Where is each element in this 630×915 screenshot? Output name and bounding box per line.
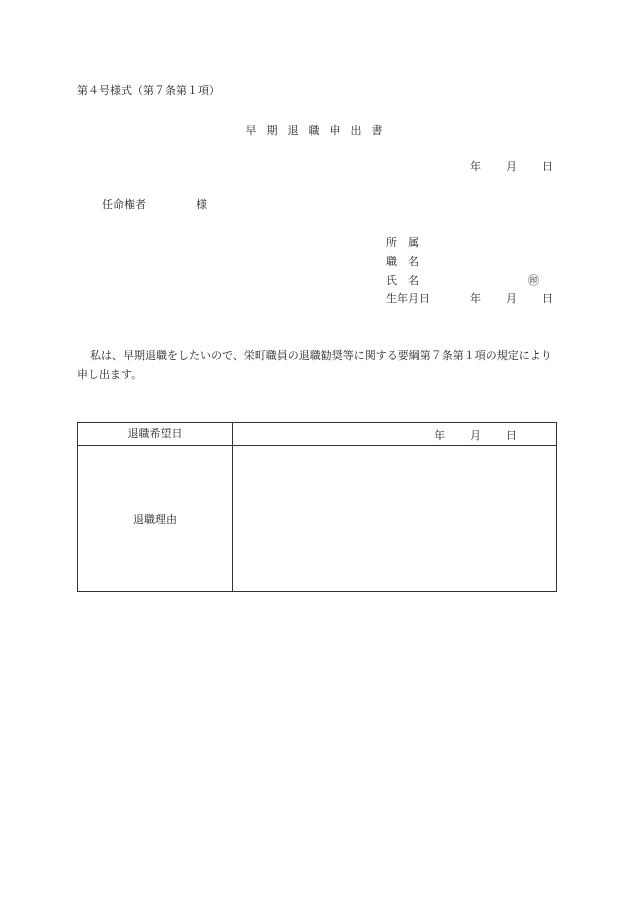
dob-year: 年 (470, 292, 481, 305)
dob-day: 日 (542, 292, 553, 305)
desired-retirement-date-label: 退職希望日 (127, 427, 183, 440)
seal-mark: ㊞ (528, 274, 539, 287)
addressee-name: 任命権者 (102, 198, 146, 211)
affiliation-label: 所 属 (386, 236, 419, 249)
addressee-honorific: 様 (196, 198, 207, 211)
document-title: 早期退職申出書 (245, 124, 393, 137)
application-statement: 私は、早期退職をしたいので、栄町職員の退職勧奨等に関する要綱第７条第１項の規定により申し出ます。 (77, 349, 552, 381)
name-label: 氏 名 (386, 274, 419, 287)
retirement-info-table (77, 422, 557, 592)
submission-date-year: 年 (470, 160, 481, 173)
desired-date-month: 月 (470, 429, 481, 442)
submission-date (470, 160, 560, 174)
desired-date-year: 年 (434, 429, 445, 442)
date-of-birth-label: 生年月日 (386, 292, 430, 305)
desired-date-day: 日 (506, 429, 517, 442)
retirement-reason-field[interactable] (233, 446, 556, 591)
date-of-birth (470, 292, 560, 306)
position-label: 職 名 (386, 255, 419, 268)
submission-date-day: 日 (542, 160, 553, 173)
desired-retirement-date (434, 427, 524, 441)
dob-month: 月 (506, 292, 517, 305)
form-number-label: 第４号様式（第７条第１項） (77, 84, 220, 97)
retirement-reason-label: 退職理由 (133, 513, 177, 526)
submission-date-month: 月 (506, 160, 517, 173)
